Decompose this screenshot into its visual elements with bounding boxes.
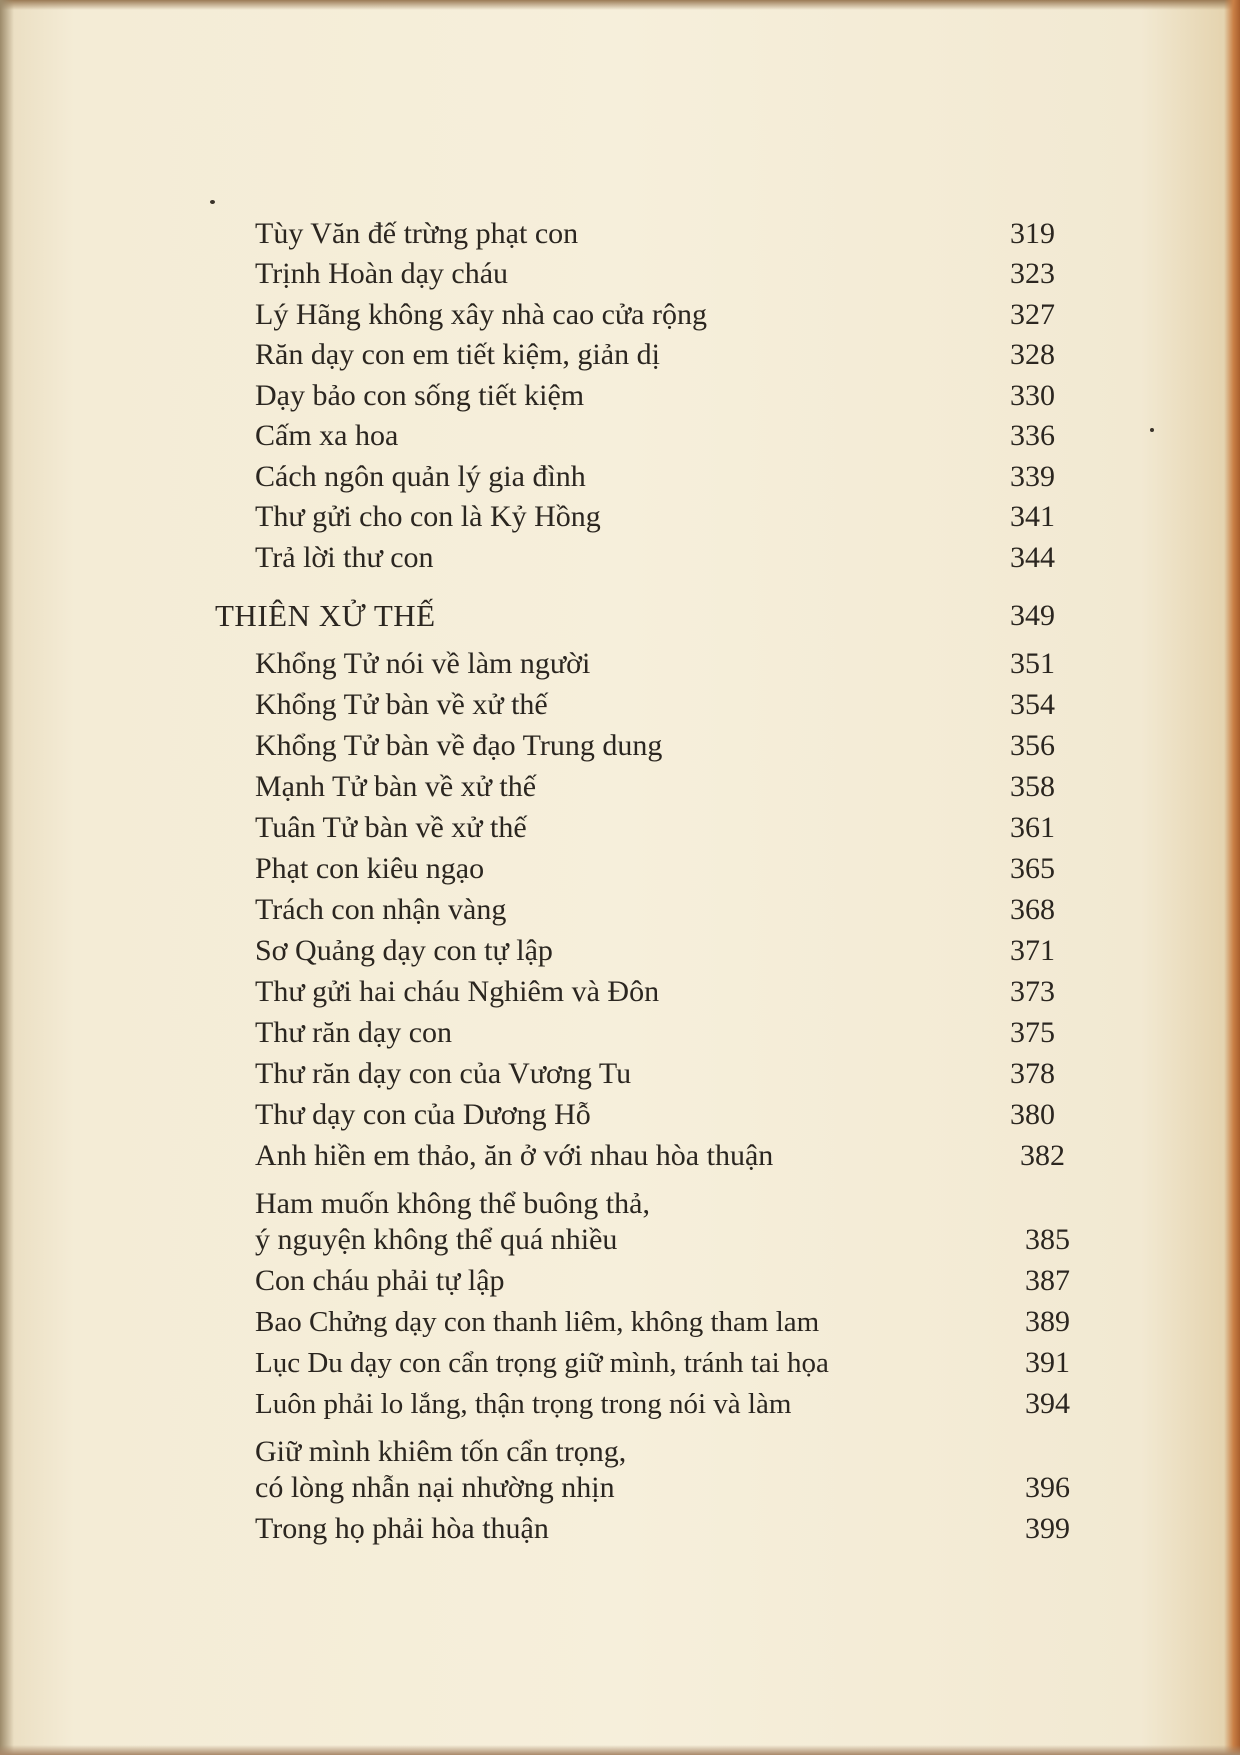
toc-entry-title: Khổng Tử bàn về xử thế [255,688,548,721]
toc-entry-title: Sơ Quảng dạy con tự lập [255,934,553,967]
toc-entry-title: Trong họ phải hòa thuận [255,1512,549,1545]
toc-entry-title: Con cháu phải tự lập [255,1264,505,1297]
toc-entry-page: 368 [1010,893,1055,926]
toc-entry-page: 375 [1010,1016,1055,1049]
toc-entry-title: Luôn phải lo lắng, thận trọng trong nói và làm [255,1388,792,1420]
toc-entry-title: Bao Chửng dạy con thanh liêm, không tham lam [255,1306,820,1338]
toc-entry-page: 373 [1010,975,1055,1008]
toc-entry-page: 378 [1010,1057,1055,1090]
toc-entry-title: Răn dạy con em tiết kiệm, giản dị [255,338,660,371]
toc-entry-title: Thư gửi cho con là Kỷ Hồng [255,500,601,533]
toc-entry-page: 354 [1010,688,1055,721]
toc-entry-page: 351 [1010,647,1055,680]
toc-entry-title: Tùy Văn đế trừng phạt con [255,217,579,250]
section-heading-page: 349 [1010,599,1055,632]
toc-entry-title-line2: có lòng nhẫn nại nhường nhịn [255,1471,615,1504]
toc-entry-page: 341 [1010,500,1055,533]
toc-entry-page: 319 [1010,217,1055,250]
toc-entry-title: Phạt con kiêu ngạo [255,852,485,885]
toc-entry-title-line1: Giữ mình khiêm tốn cẩn trọng, [255,1435,627,1468]
toc-entry-page: 387 [1025,1264,1070,1297]
toc-entry-title-line1: Ham muốn không thể buông thả, [255,1187,650,1220]
toc-entry-title: Thư dạy con của Dương Hỗ [255,1098,591,1131]
toc-entry-page: 396 [1025,1471,1070,1504]
toc-entry-page: 399 [1025,1512,1070,1545]
toc-entry-page: 344 [1010,541,1055,574]
toc-entry-page: 394 [1025,1387,1070,1420]
toc-entry-title: Lý Hãng không xây nhà cao cửa rộng [255,298,707,331]
toc-entry-title: Thư răn dạy con của Vương Tu [255,1057,632,1090]
toc-entry-title: Khổng Tử bàn về đạo Trung dung [255,729,663,762]
toc-entry-page: 358 [1010,770,1055,803]
toc-entry-page: 389 [1025,1305,1070,1338]
toc-entry-title: Khổng Tử nói về làm người [255,647,591,680]
toc-entry-page: 380 [1010,1098,1055,1131]
toc-entry-title: Thư gửi hai cháu Nghiêm và Đôn [255,975,660,1008]
toc-entry-title: Mạnh Tử bàn về xử thế [255,770,537,803]
toc-entry-page: 330 [1010,379,1055,412]
toc-entry-page: 356 [1010,729,1055,762]
toc-entry-title: Tuân Tử bàn về xử thế [255,811,527,844]
toc-entry-page: 382 [1020,1139,1065,1172]
toc-entry-page: 328 [1010,338,1055,371]
toc-entry-page: 361 [1010,811,1055,844]
toc-entry-title: Trách con nhận vàng [255,893,507,926]
toc-entry-page: 365 [1010,852,1055,885]
toc-entry-page: 336 [1010,419,1055,452]
toc-entry-page: 385 [1025,1223,1070,1256]
section-heading: THIÊN XỬ THẾ [215,598,436,633]
toc-entry-page: 327 [1010,298,1055,331]
toc-entry-title: Anh hiền em thảo, ăn ở với nhau hòa thuận [255,1139,774,1172]
toc-entry-title: Lục Du dạy con cẩn trọng giữ mình, tránh tai họa [255,1347,829,1379]
toc-entry-title-line2: ý nguyện không thể quá nhiều [255,1223,618,1256]
toc-entry-title: Dạy bảo con sống tiết kiệm [255,379,585,412]
toc-entry-title: Cách ngôn quản lý gia đình [255,460,586,493]
toc-entry-page: 371 [1010,934,1055,967]
toc-entry-page: 323 [1010,257,1055,290]
toc-entry-title: Trả lời thư con [255,541,434,574]
toc-entry-title: Thư răn dạy con [255,1016,453,1049]
toc-entry-title: Trịnh Hoàn dạy cháu [255,257,509,290]
toc-entry-page: 391 [1025,1346,1070,1379]
toc-entry-title: Cấm xa hoa [255,419,399,452]
toc-entry-page: 339 [1010,460,1055,493]
